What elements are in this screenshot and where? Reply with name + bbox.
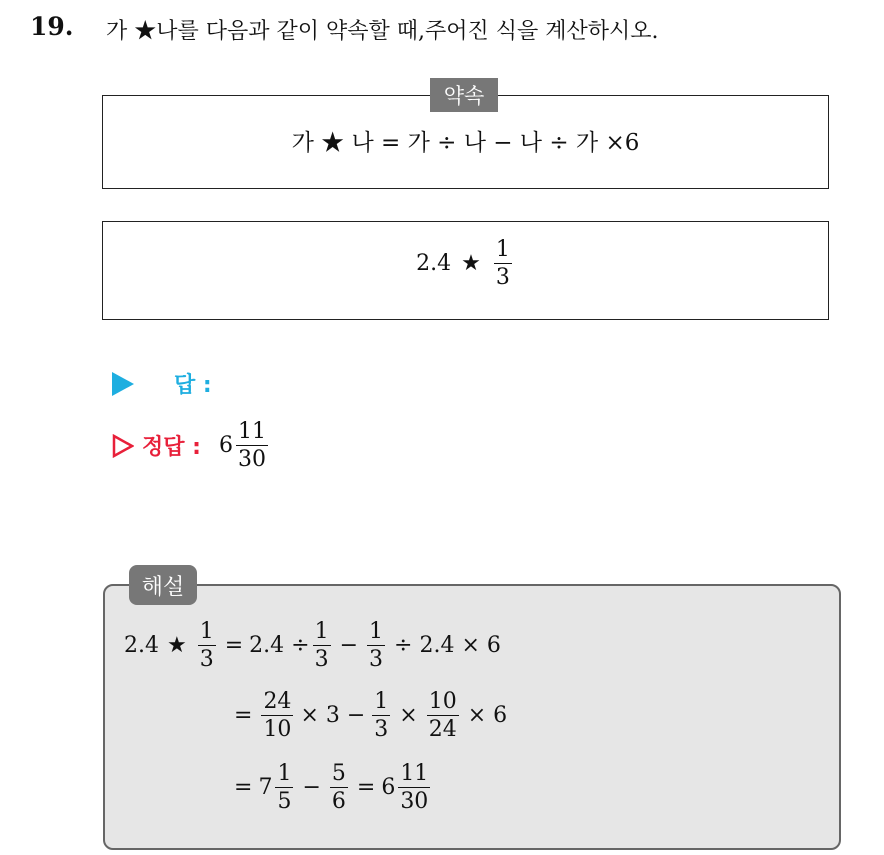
solution-term: ÷ 2.4 × 6 bbox=[394, 633, 501, 659]
equals-sign: = bbox=[356, 775, 376, 801]
fraction-numerator: 1 bbox=[369, 619, 384, 644]
solution-fraction bbox=[398, 762, 430, 813]
answer-label: 답 : bbox=[174, 373, 212, 398]
minus-sign: − bbox=[339, 633, 359, 659]
solution-tag: 해설 bbox=[129, 565, 197, 605]
solution-term: × 6 bbox=[467, 703, 508, 729]
answer-whole: 6 bbox=[218, 433, 233, 459]
star-icon: ★ bbox=[167, 633, 187, 659]
mixed-number bbox=[258, 762, 296, 813]
solution-fraction bbox=[367, 620, 385, 671]
mixed-number bbox=[381, 762, 433, 813]
solution-fraction bbox=[198, 620, 216, 671]
solution-term: 2.4 ÷ bbox=[249, 633, 310, 659]
solution-line-3 bbox=[228, 762, 433, 813]
question-text: 가 ★나를 다음과 같이 약속할 때,주어진 식을 계산하시오. bbox=[106, 19, 659, 44]
mixed-whole: 6 bbox=[381, 775, 396, 801]
fraction-numerator: 10 bbox=[428, 689, 457, 714]
fraction-denominator: 3 bbox=[495, 265, 510, 291]
answer-row bbox=[112, 368, 212, 399]
fraction-denominator: 30 bbox=[237, 447, 266, 473]
star-icon: ★ bbox=[461, 251, 481, 277]
correct-answer-value bbox=[219, 420, 271, 471]
fraction-numerator: 1 bbox=[374, 689, 389, 714]
expression-whole: 2.4 bbox=[416, 251, 452, 277]
solution-fraction bbox=[330, 762, 348, 813]
rule-tag: 약속 bbox=[430, 78, 498, 112]
solution-fraction bbox=[261, 690, 293, 741]
times-sign: × bbox=[399, 703, 418, 729]
expression bbox=[103, 238, 828, 289]
fraction-numerator: 24 bbox=[263, 689, 292, 714]
solution-fraction bbox=[427, 690, 459, 741]
expression-fraction bbox=[494, 238, 512, 289]
fraction-numerator: 11 bbox=[237, 419, 266, 444]
fraction-numerator: 1 bbox=[314, 619, 329, 644]
solution-term: × 3 − bbox=[300, 703, 366, 729]
correct-answer-label: 정답 : bbox=[142, 435, 201, 461]
solution-value: 2.4 bbox=[124, 633, 159, 659]
fraction-numerator: 1 bbox=[277, 761, 292, 786]
solution-line-1 bbox=[124, 620, 501, 671]
fraction-denominator: 3 bbox=[369, 647, 384, 673]
solution-fraction bbox=[372, 690, 390, 741]
fraction-numerator: 5 bbox=[331, 761, 346, 786]
fraction-denominator: 6 bbox=[331, 789, 346, 815]
outline-triangle-icon bbox=[112, 434, 134, 458]
mixed-whole: 7 bbox=[258, 775, 273, 801]
correct-answer-row bbox=[112, 420, 271, 471]
rule-formula: 가 ★ 나 = 가 ÷ 나 − 나 ÷ 가 ×6 bbox=[291, 130, 640, 156]
fraction-denominator: 5 bbox=[277, 789, 292, 815]
fraction-denominator: 3 bbox=[314, 647, 329, 673]
minus-sign: − bbox=[302, 775, 321, 801]
equals-sign: = bbox=[234, 703, 253, 729]
fraction-numerator: 1 bbox=[495, 237, 510, 262]
fraction-denominator: 24 bbox=[428, 717, 457, 743]
equals-sign: = bbox=[234, 775, 253, 801]
play-icon bbox=[112, 372, 134, 396]
fraction-numerator: 1 bbox=[199, 619, 214, 644]
equals-sign: = bbox=[224, 633, 244, 659]
solution-fraction bbox=[313, 620, 331, 671]
fraction-denominator: 10 bbox=[263, 717, 292, 743]
fraction-denominator: 30 bbox=[400, 789, 429, 815]
fraction-denominator: 3 bbox=[199, 647, 214, 673]
solution-line-2 bbox=[228, 690, 507, 741]
fraction-denominator: 3 bbox=[374, 717, 389, 743]
question-number: 19. bbox=[30, 12, 74, 41]
answer-fraction bbox=[236, 420, 268, 471]
expression-box bbox=[102, 221, 829, 320]
fraction-numerator: 11 bbox=[400, 761, 429, 786]
solution-fraction bbox=[275, 762, 293, 813]
